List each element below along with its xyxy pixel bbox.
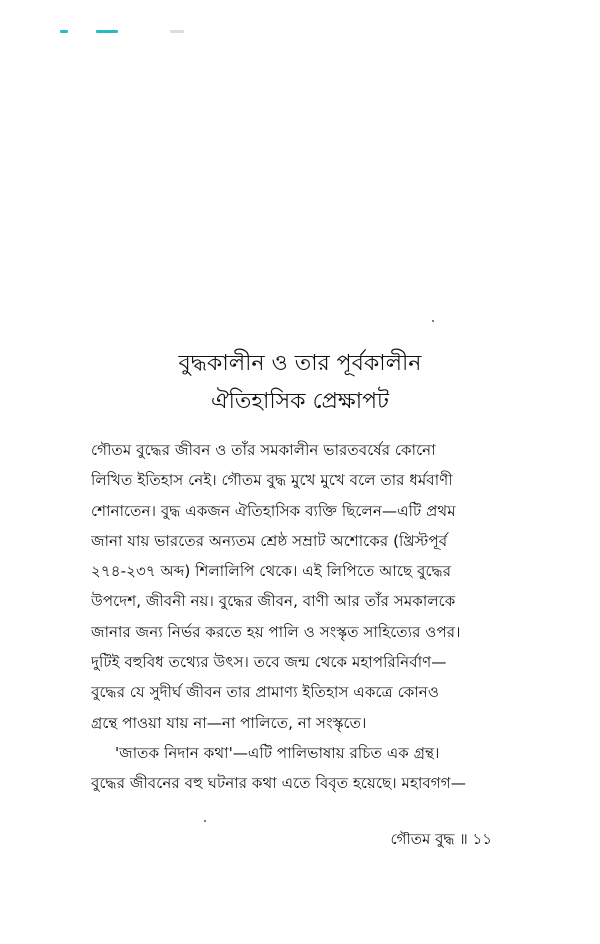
body-line: উপদেশ, জীবনী নয়। বুদ্ধের জীবন, বাণী আর তাঁর সমকালকে <box>91 592 456 611</box>
body-line: লিখিত ইতিহাস নেই। গৌতম বুদ্ধ মুখে মুখে বলে তার ধর্মবাণী <box>91 471 453 490</box>
page-footer <box>391 827 492 851</box>
body-line: জানা যায় ভারতের অন্যতম শ্রেষ্ঠ সম্রাট অশোকের (খ্রিস্টপূর্ব <box>91 531 448 550</box>
body-line: বুদ্ধের যে সুদীর্ঘ জীবন তার প্রামাণ্য ইতিহাস একত্রে কোনও <box>91 683 440 702</box>
body-line: বুদ্ধের জীবনের বহু ঘটনার কথা এতে বিবৃত হয়েছে। মহাবগগ— <box>91 774 466 793</box>
body-line: শোনাতেন। বুদ্ধ একজন ঐতিহাসিক ব্যক্তি ছিলেন—এটি প্রথম <box>91 501 456 520</box>
body-line: ২৭৪-২৩৭ অব্দ) শিলালিপি থেকে। এই লিপিতে আছে বুদ্ধের <box>91 562 452 581</box>
page-number: ১১ <box>472 830 492 848</box>
running-title: গৌতম বুদ্ধ <box>390 830 455 848</box>
body-line: গ্রন্থে পাওয়া যায় না—না পালিতে, না সংস্কৃতে। <box>91 713 367 732</box>
chapter-title-line-1: বুদ্ধকালীন ও তার পূর্বকালীন <box>178 351 422 376</box>
chapter-title <box>0 345 600 421</box>
scan-artifact-marks <box>60 30 180 36</box>
body-line: দুটিই বহুবিধ তথ্যের উৎস। তবে জন্ম থেকে মহাপরিনির্বাণ— <box>91 653 447 672</box>
scan-speck <box>432 320 434 322</box>
body-line-paragraph-start: 'জাতক নিদান কথা'—এটি পালিভাষায় রচিত এক গ্রন্থ। <box>115 743 440 762</box>
body-line: গৌতম বুদ্ধের জীবন ও তাঁর সমকালীন ভারতবর্ষের কোনো <box>91 441 436 459</box>
footer-separator: ॥ <box>459 830 468 848</box>
body-paragraphs <box>91 435 491 799</box>
scan-speck <box>204 820 206 822</box>
body-line: জানার জন্য নির্ভর করতে হয় পালি ও সংস্কৃত সাহিত্যের ওপর। <box>91 622 461 641</box>
chapter-title-line-2: ঐতিহাসিক প্রেক্ষাপট <box>210 389 390 414</box>
